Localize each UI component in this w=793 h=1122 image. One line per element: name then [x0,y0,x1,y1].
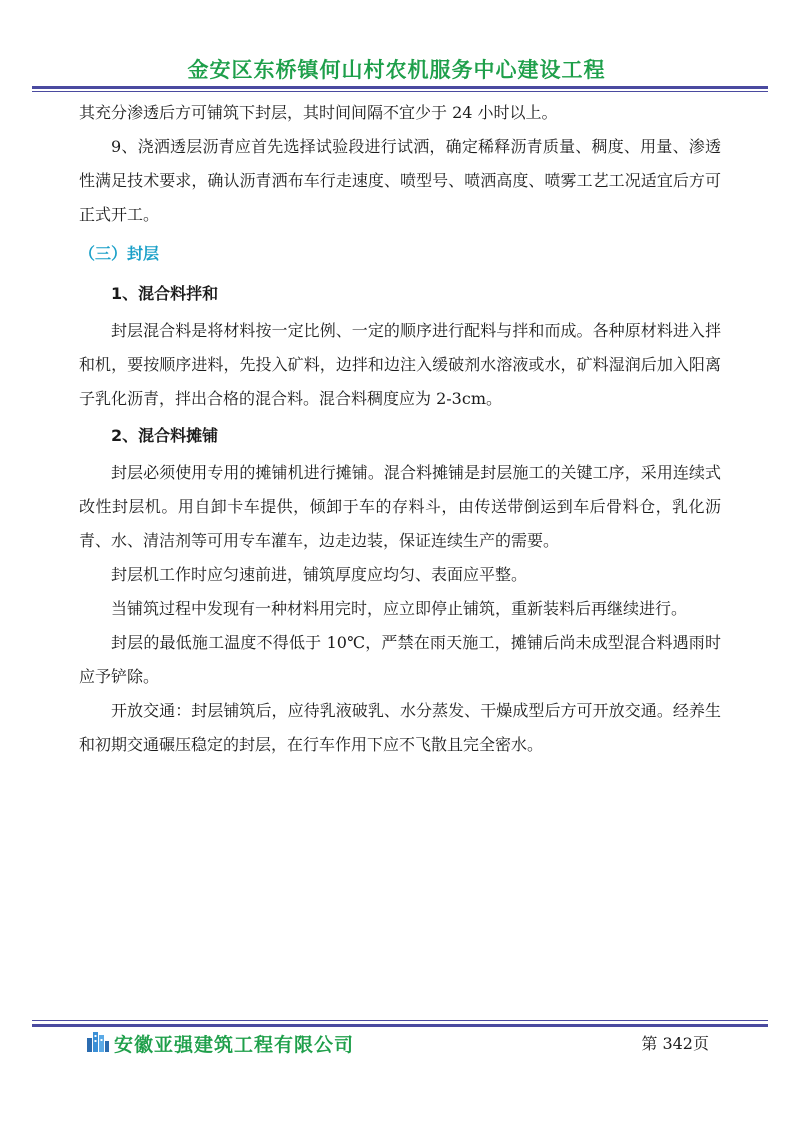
footer-rule-thin [32,1020,768,1021]
subsection-title-1: 1、混合料拌和 [111,284,219,303]
header-rule-thick [32,86,768,89]
paragraph-8: 开放交通：封层铺筑后，应待乳液破乳、水分蒸发、干燥成型后方可开放交通。经养生和初期交通碾压稳定的封层，在行车作用下应不飞散且完全密水。 [79,701,721,754]
paragraph-5: 封层机工作时应匀速前进，铺筑厚度应均匀、表面应平整。 [111,565,528,584]
document-body [79,96,721,762]
subsection-title-2: 2、混合料摊铺 [111,426,219,445]
paragraph-6: 当铺筑过程中发现有一种材料用完时，应立即停止铺筑，重新装料后再继续进行。 [111,599,688,618]
header-rule-thin [32,91,768,92]
page-number: 第 342页 [641,1034,709,1053]
paragraph-4: 封层必须使用专用的摊铺机进行摊铺。混合料摊铺是封层施工的关键工序，采用连续式改性封层机。用自卸卡车提供，倾卸于车的存料斗，由传送带倒运到车后骨料仓，乳化沥青、水、清洁剂等可用专车灌车，边走边装，保证连续生产的需要。 [79,463,721,550]
section-title: （三）封层 [79,244,160,263]
footer-rule-thick [32,1024,768,1027]
document-header-title: 金安区东桥镇何山村农机服务中心建设工程 [187,58,606,82]
paragraph-7: 封层的最低施工温度不得低于 10℃，严禁在雨天施工，摊铺后尚未成型混合料遇雨时应予铲除。 [79,633,721,686]
building-logo-icon [86,1030,110,1052]
paragraph-1: 其充分渗透后方可铺筑下封层，其时间间隔不宜少于 24 小时以上。 [79,103,558,122]
paragraph-3: 封层混合料是将材料按一定比例、一定的顺序进行配料与拌和而成。各种原材料进入拌和机，要按顺序进料，先投入矿料，边拌和边注入缓破剂水溶液或水，矿料湿润后加入阳离子乳化沥青，拌出合格的混合料。混合料稠度应为 2-3cm。 [79,321,721,408]
paragraph-2: 9、浇洒透层沥青应首先选择试验段进行试洒，确定稀释沥青质量、稠度、用量、渗透性满足技术要求，确认沥青洒布车行走速度、喷型号、喷洒高度、喷雾工艺工况适宜后方可正式开工。 [79,137,721,224]
footer-company-name: 安徽亚强建筑工程有限公司 [114,1034,355,1056]
